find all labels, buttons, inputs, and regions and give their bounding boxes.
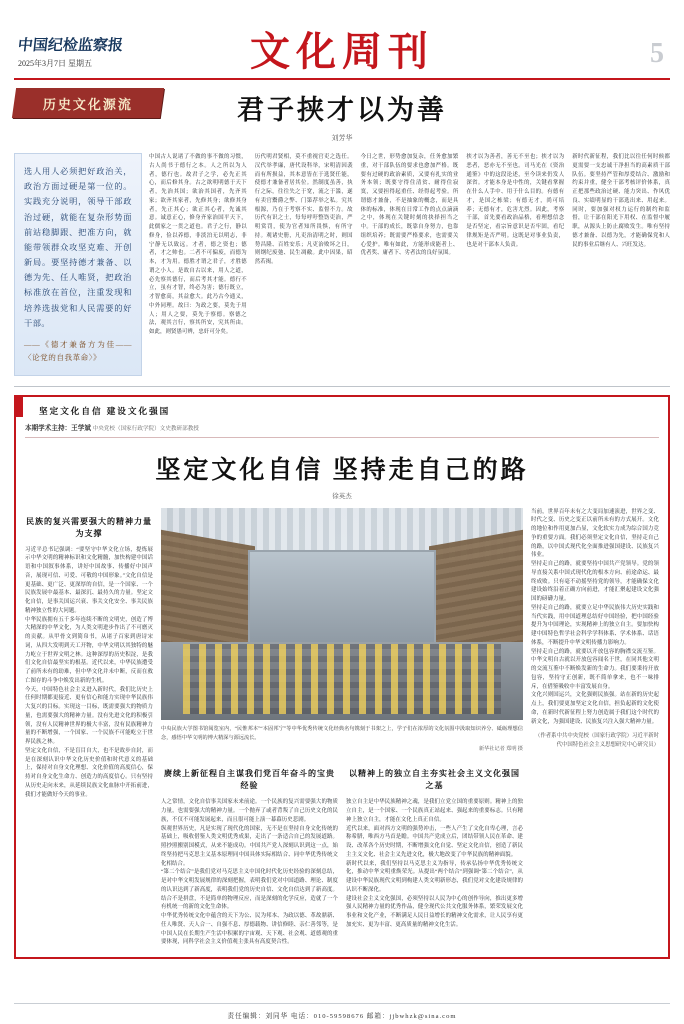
feature-paragraph: 新时代以来，我们坚持以马克思主义为指导，传承弘扬中华优秀传统文化，推动中华文明重焕荣光。从提出“两个结合”到强调“第二个结合”，从建设中华民族现代文明到构建人类文明新形态，我们党对文化建设规律的认识不断深化。 (346, 860, 523, 893)
photo-atrium (248, 550, 436, 650)
feature-center-left-column (161, 760, 338, 947)
feature-paragraph: 坚定文化自信，不是盲目自大，也不是故步自封，而是在深刻认识中华文化历史价值和时代意义的基础上，保持对自身文化理想、文化价值的高度信心，保持对自身文化生命力、创造力的高度信心。只有坚持从历史走向未来，从延续民族文化血脉中开拓前进，我们才能做好今天的事业。 (25, 747, 153, 798)
feature-paragraph: 独立自主是中华民族精神之魂，是我们立党立国的重要原则。精神上的独立自主，是一个国家、一个民族真正站起来、强起来的重要标志。只有精神上独立自主，才能在文化上真正自信。 (346, 799, 523, 823)
feature-paragraph: “第二个结合”是我们党对马克思主义中国化时代化历史经验的深刻总结，是对中华文明发展规律的深刻把握，表明我们党对中国道路、理论、制度的认识达到了新高度，表明我们党的历史自信、文化自信达到了新高度。结合不是拼盘，不是简单的物理反应，而是深刻的化学反应，造就了一个有机统一的新的文化生命体。 (161, 869, 338, 911)
page-title: 文化周刊 (250, 29, 434, 74)
feature-byline: 徐英杰 (332, 492, 352, 500)
feature-headline: 坚定文化自信 坚持走自己的路 (155, 456, 529, 484)
newspaper-logo: 中国纪检监察报 (17, 38, 124, 54)
quote-text: 选人用人必须把好政治关，政治方面过硬是第一位的。实践充分说明，领导干部政治过硬，就能在复杂形势面前站稳脚跟、把准方向，就能带领群众攻坚克难、开创新局。要坚持德才兼备、以德为先、任人唯贤，把政治标准放在首位，注重发现和培养选拔党和人民需要的好干部。 (24, 167, 132, 328)
feature-article (14, 395, 670, 959)
article-column: 今日之世，形势愈加复杂，任务愈加繁重，对干部队伍的要求也愈加严格。既要有过硬的政治素质，又要有扎实的业务本领；既要守得住清贫、耐得住寂寞，又要担得起重任、经得起考验。所谓德才兼备，不是抽象的概念，而是具体的标准，体现在日常工作的点点滴滴之中，体现在关键时刻的抉择担当之中。干部的成长，既靠自身努力，也靠组织培养；既需要严格要求，也需要关心爱护。唯有如此，方能形成能者上、优者奖、庸者下、劣者汰的良好氛围。 (360, 154, 459, 257)
feature-subhead-left: 民族的复兴需要强大的精神力量为支撑 (26, 516, 152, 538)
footer-contact: 责任编辑：刘同华 电话：010-59598676 邮箱：jjbwhzk@sina.com (227, 1013, 457, 1020)
feature-center-column (161, 508, 523, 947)
feature-left-column (25, 508, 153, 800)
article-column: 挟才以为善者，善无不至也；挟才以为恶者，恶亦无不至也。司马光在《资治通鉴》中的这段论述，至今读来仍发人深省。才能本身是中性的，关键看掌握在什么人手中、用于什么目的。有德有才，是国之栋梁；有德无才，尚可培养；无德有才，危害尤烈。因此，考察干部，首先要看政治品格，看理想信念是否坚定，看宗旨意识是否牢固，看纪律规矩是否严明。这既是对事业负责，也是对干部本人负责。 (466, 154, 565, 248)
feature-subhead-mid-left: 赓续上新征程自主谋我们党百年奋斗的宝贵经验 (164, 769, 335, 791)
column-badge (12, 88, 164, 118)
section-divider (14, 386, 670, 387)
quote-source: ——《德才兼备方为佳——〈论党的自我革命〉》 (24, 339, 132, 362)
feature-paragraph: 坚持走自己的路，就要以开放包容的胸襟交流互鉴。中华文明自古就以开放包容闻名于世，在同其他文明的交流互鉴中不断焕发新的生命力。我们要秉持开放包容，坚持守正创新，既不简单拿来，也不一味排斥，在借鉴吸收中丰富发展自身。 (531, 648, 659, 690)
feature-host-affiliation: 中央党校（国家行政学院）文史教研部教授 (92, 425, 199, 432)
quote-card (14, 153, 142, 376)
feature-paragraph: 人之常情，文化自信事关国家未来前途。一个民族的复兴需要强大的物质力量，也需要强大的精神力量。一个抛弃了或者背叛了自己历史文化的民族，不仅不可能发展起来，而且很可能上演一幕幕历史悲剧。 (161, 799, 338, 823)
top-article-headline: 君子挟才以为善 (237, 95, 447, 125)
photo-reading-desks (183, 644, 502, 714)
photo-caption: 中央民族大学图书馆阅览室内，“民惟邦本”“本固邦宁”等中华优秀传统文化经典名句镌刻于书架之上，学子们在浓厚的文化氛围中汲取知识养分、砥砺理想信念，感悟中华文明的博大精深与源远流长。 (161, 725, 523, 741)
feature-center-right-column (346, 760, 523, 947)
feature-corner-marker (14, 395, 23, 417)
library-reading-room-photo (161, 508, 523, 720)
column-badge-label: 历史文化源流 (42, 96, 133, 112)
feature-paragraph: 坚持走自己的路，就要立足中华民族伟大历史实践和当代实践，用中国道理总结好中国经验，把中国经验提升为中国理论，实现精神上的独立自主。要加快构建中国特色哲学社会科学学科体系、学术体系、话语体系，不断提升中华文明传播力影响力。 (531, 604, 659, 646)
feature-kicker: 坚定文化自信 建设文化强国 (39, 405, 171, 416)
page-number: 5 (650, 38, 664, 69)
masthead (14, 0, 670, 74)
feature-paragraph: 近代以来，面对西方文明的强势冲击，一些人产生了文化自卑心理，言必称希腊，唯西方马首是瞻。中国共产党成立后，团结带领人民在革命、建设、改革各个历史时期，不断增强文化自觉、坚定文化自信，创造了新民主主义文化、社会主义先进文化，极大地改变了中华民族的精神面貌。 (346, 825, 523, 858)
feature-signature: （作者系中共中央党校（国家行政学院）习近平新时代中国特色社会主义思想研究中心研究员） (535, 733, 659, 749)
feature-host-label: 本期学术主持：王学斌 (25, 424, 91, 432)
feature-right-column (531, 508, 659, 750)
feature-paragraph: 当前，世界百年未有之大变局加速演进，世界之变、时代之变、历史之变正以前所未有的方式展开。文化的地位和作用更加凸显，文化软实力成为综合国力竞争的重要方面。我们必须坚定文化自信，坚持走自己的路，以中国式现代化全面推进强国建设、民族复兴伟业。 (531, 508, 659, 559)
feature-paragraph: 建设社会主义文化强国，必须坚持以人民为中心的创作导向，推出更多增强人民精神力量的优秀作品，健全现代公共文化服务体系，繁荣发展文化事业和文化产业，不断满足人民日益增长的精神文化需求，让人民享有更加充实、更为丰富、更高质量的精神文化生活。 (346, 895, 523, 928)
article-column: 历代明君贤相，莫不重视官吏之选任。汉代举孝廉，唐代设科举，宋明清因袭而有所损益，其本意皆在于选贤任能，使德才兼备者居其位。然制度虽善，执行之际，往往失之于宽，流之于滥，遂有卖官鬻爵之弊、门第荐举之私。究其根源，乃在于考察不实、监督不力。故历代有识之士，每每呼吁整饬吏治，严明赏罚，使为官者知所畏惧，有所守持。观诸史册，凡吏治清明之时，则国势昌隆、百姓安乐；凡吏治败坏之日，则纲纪废弛、民生凋敝。此中因果，昭然若揭。 (254, 154, 353, 265)
feature-paragraph: 纵观世界历史，凡是实现了现代化的国家，无不是在坚持自身文化传统的基础上，吸收借鉴人类文明优秀成果，走出了一条适合自己的发展道路。照抄照搬别国模式，从来不能成功。中国共产党人深刻认识到这一点，始终坚持把马克思主义基本原理同中国具体实际相结合、同中华优秀传统文化相结合。 (161, 825, 338, 867)
article-column: 中国古人说诸了不做的事不做的习惯，古人尚书于德行之本。人之所以为人者，德行也。故君子之学，必先正其心，而后修其身。古之欲明明德于天下者，先治其国；欲治其国者，先齐其家；欲齐其家者，先修其身；欲修其身者，先正其心；欲正其心者，先诚其意。诚意正心，修身齐家治国平天下，此儒家之一贯之道也。君子之行，静以修身，俭以养德，非淡泊无以明志，非宁静无以致远。才者，德之资也；德者，才之帅也。二者不可偏废，而德为本，才为用。德胜才谓之君子，才胜德谓之小人。是故自古以来，用人之道，必先察其德行，而后考其才能。德行不立，虽有才智，终必为害；德行既立，才智愈高，其益愈大。此乃古今通义，中外同理。故曰：为政之要，莫先于用人；用人之要，莫先于察德。察德之法，观其言行，察其所安，究其所由。如此，则贤愚可辨，忠奸可分矣。 (149, 154, 247, 335)
footer-divider (14, 1003, 670, 1004)
article-column: 新时代新征程，我们比以往任何时候都更需要一支忠诚干净担当的高素质干部队伍。要坚持严管和厚爱结合、激励和约束并重，健全干部考核评价体系，真正把那些政治过硬、能力突出、作风优良、实绩明显的干部选出来、用起来。同时，要加强对权力运行的制约和监督，让干部在阳光下用权、在监督中履职，从源头上防止腐败发生。唯有坚持德才兼备、以德为先，才能确保党和人民的事业后继有人、兴旺发达。 (572, 154, 670, 248)
masthead-divider (14, 78, 670, 80)
dateline: 2025年3月7日 星期五 (18, 59, 92, 68)
feature-paragraph: 习近平总书记强调：“要坚守中华文化立场，提炼展示中华文明的精神标识和文化精髓，加快构建中国话语和中国叙事体系，讲好中国故事、传播好中国声音，展现可信、可爱、可敬的中国形象。”文化自信是更基础、更广泛、更深厚的自信，是一个国家、一个民族发展中最基本、最深沉、最持久的力量。坚定文化自信，是事关国运兴衰、事关文化安全、事关民族精神独立性的大问题。 (25, 546, 153, 614)
top-article (14, 88, 670, 387)
feature-paragraph: 今天，中国特色社会主义进入新时代，我们比历史上任何时期都更接近、更有信心和能力实现中华民族伟大复兴的目标。实现这一目标，既需要强大的物质力量，也需要强大的精神力量。没有先进文化的积极引领，没有人民精神世界的极大丰富，没有民族精神力量的不断增强，一个国家、一个民族不可能屹立于世界民族之林。 (25, 686, 153, 746)
feature-paragraph: 中华民族拥有五千多年连续不断的文明史，创造了博大精深的中华文化，为人类文明进步作出了不可磨灭的贡献。从甲骨文到简帛书，从诸子百家到唐诗宋词，从四大发明到天工开物，中华文明以其独特的魅力屹立于世界文明之林。这种深厚的历史积淀，是我们文化自信最坚实的根基。近代以来，中华民族遭受了前所未有的劫难，但中华文化并未中断，反而在救亡图存的斗争中焕发出新的生机。 (25, 616, 153, 684)
feature-subhead-mid-right: 以精神上的独立自主夯实社会主义文化强国之基 (349, 769, 520, 791)
feature-paragraph: 文化兴则国运兴，文化强则民族强。站在新的历史起点上，我们要更加坚定文化自信，担负起新的文化使命，在新时代新征程上努力创造属于我们这个时代的新文化，为强国建设、民族复兴注入强大精神力量。 (531, 692, 659, 725)
top-article-byline: 刘芳华 (331, 134, 353, 142)
feature-paragraph: 坚持走自己的路，就要坚持中国共产党领导。党的领导直接关系中国式现代化的根本方向、前途命运、最终成败。只有毫不动摇坚持党的领导，才能确保文化建设始终沿着正确方向前进，才能汇聚起建设文化强国的磅礴力量。 (531, 561, 659, 603)
photo-credit: 新华社记者 郑明 摄 (478, 746, 523, 753)
feature-paragraph: 中华优秀传统文化中蕴含的天下为公、民为邦本、为政以德、革故鼎新、任人唯贤、天人合一、自强不息、厚德载物、讲信修睦、亲仁善邻等，是中国人民在长期生产生活中积累的宇宙观、天下观、社会观、道德观的重要体现，同科学社会主义价值观主张具有高度契合性。 (161, 913, 338, 946)
feature-host-credit (25, 422, 659, 438)
